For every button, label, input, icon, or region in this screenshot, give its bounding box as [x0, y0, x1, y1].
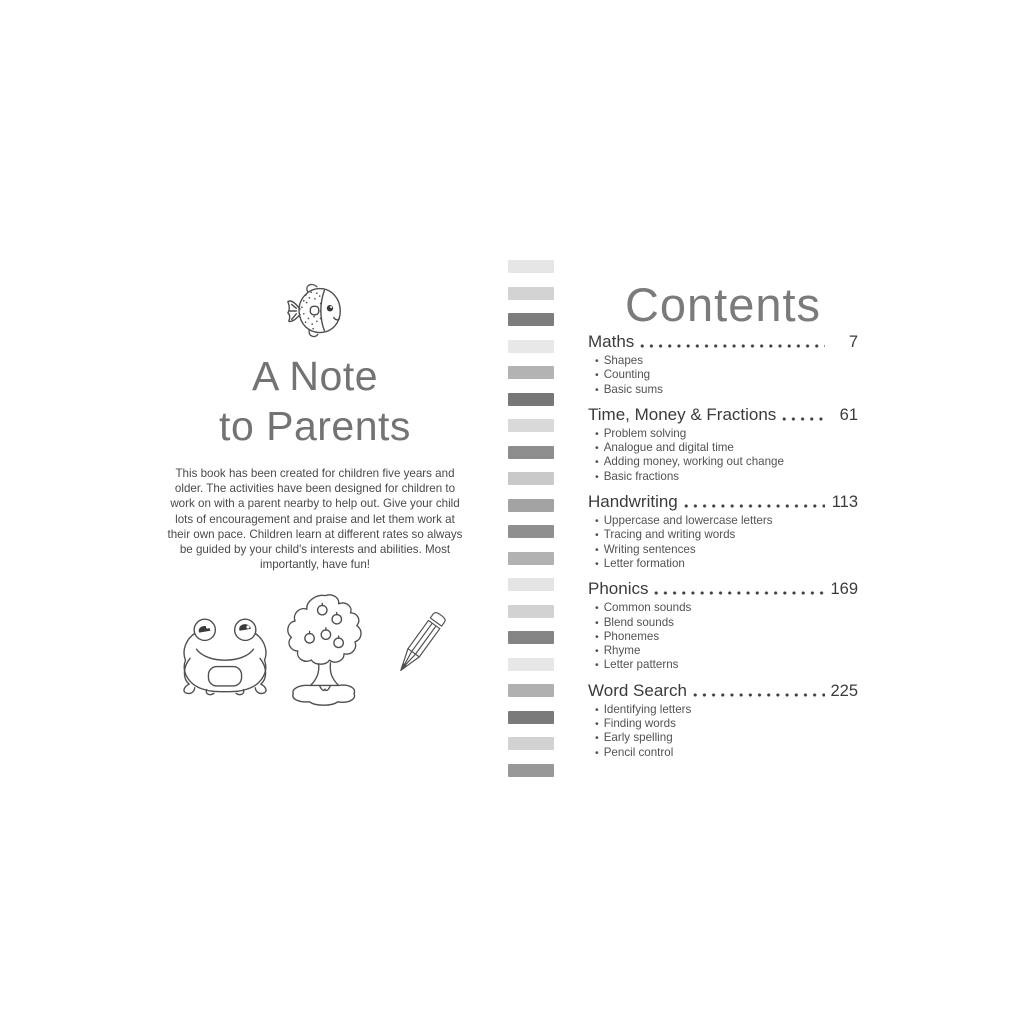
bullet-icon: •: [595, 543, 599, 556]
toc-page-number: 113: [831, 493, 858, 512]
toc-sub-item-label: Pencil control: [603, 745, 674, 759]
toc-sub-item: [595, 543, 858, 557]
toc-sub-item: [595, 644, 858, 658]
toc-sub-item-label: Letter formation: [603, 556, 685, 570]
bullet-icon: •: [595, 355, 599, 367]
toc-entry: [588, 332, 858, 352]
note-line: work on with a parent nearby to help out. Give your child: [170, 497, 460, 511]
left-page: [150, 281, 480, 710]
dot-leader: [782, 412, 825, 424]
toc-entry-title: Handwriting: [588, 492, 678, 512]
note-line: be guided by your child's interests and abilities. Most: [179, 543, 451, 557]
toc-sub-item: [595, 601, 858, 615]
toc-list: [588, 332, 858, 760]
toc-sub-item-label: Tracing and writing words: [603, 528, 736, 542]
toc-sub-item: [595, 455, 858, 469]
bullet-icon: •: [595, 645, 599, 658]
toc-sub-item: [595, 746, 858, 760]
note-line: lots of encouragement and praise and let them work at: [175, 512, 455, 526]
toc-sub-item: [595, 630, 858, 644]
binding-bar: [508, 658, 554, 671]
toc-entry-title: Phonics: [588, 579, 649, 599]
bullet-icon: •: [595, 529, 599, 542]
toc-entry-title: Maths: [588, 332, 635, 351]
toc-entry: [588, 405, 858, 425]
page-title-line2: to Parents: [219, 403, 411, 449]
toc-sub-item-label: Phonemes: [603, 629, 660, 643]
toc-page-number: 225: [830, 681, 858, 700]
toc-sub-item-label: Letter patterns: [603, 658, 679, 672]
binding-bar: [508, 525, 554, 538]
binding-bar: [508, 711, 554, 724]
contents-title: Contents: [624, 278, 822, 331]
toc-sub-item-label: Identifying letters: [603, 702, 692, 716]
toc-sub-item-label: Basic sums: [603, 382, 663, 396]
toc-entry: [588, 492, 858, 512]
page-title-line1: A Note: [251, 353, 379, 399]
toc-sub-item-label: Blend sounds: [603, 615, 674, 629]
note-line: their own pace. Children learn at different rates so always: [167, 527, 463, 541]
bullet-icon: •: [595, 718, 599, 731]
toc-section: [588, 579, 858, 672]
toc-sub-items: [588, 601, 858, 672]
binding-bar: [508, 287, 554, 300]
illustrations-row: [150, 592, 480, 710]
toc-sub-item: [595, 427, 858, 441]
bullet-icon: •: [595, 470, 599, 483]
toc-sub-item: [595, 731, 858, 745]
toc-sub-item: [595, 703, 858, 717]
bullet-icon: •: [595, 456, 599, 469]
toc-section: [588, 332, 858, 397]
bullet-icon: •: [595, 703, 599, 716]
bullet-icon: •: [595, 602, 599, 615]
binding-bar: [508, 340, 554, 353]
toc-sub-item: [595, 528, 858, 542]
toc-sub-item-label: Early spelling: [603, 731, 673, 745]
dot-leader: [684, 499, 825, 511]
binding-bar: [508, 684, 554, 697]
note-line: older. The activities have been designed for children to: [174, 482, 456, 496]
binding-bar: [508, 446, 554, 459]
toc-page-number: 61: [839, 405, 858, 424]
bullet-icon: •: [595, 732, 599, 745]
bullet-icon: •: [595, 515, 599, 528]
binding-bar: [508, 499, 554, 512]
toc-sub-item-label: Finding words: [603, 717, 676, 731]
binding-strip: [508, 260, 554, 790]
toc-sub-item-label: Basic fractions: [603, 469, 680, 483]
toc-sub-item: [595, 557, 858, 571]
toc-sub-item-label: Common sounds: [603, 601, 692, 615]
bullet-icon: •: [595, 616, 599, 629]
toc-entry: [588, 681, 858, 701]
toc-sub-item-label: Writing sentences: [603, 542, 696, 556]
toc-sub-items: [588, 514, 858, 571]
note-line: This book has been created for children five years and: [175, 467, 455, 480]
toc-sub-items: [588, 703, 858, 760]
toc-sub-item-label: Rhyme: [603, 644, 641, 658]
binding-bar: [508, 313, 554, 326]
bullet-icon: •: [595, 369, 599, 382]
toc-sub-items: [588, 427, 858, 484]
toc-sub-item-label: Uppercase and lowercase letters: [603, 514, 773, 528]
page-title: [150, 351, 480, 451]
binding-bar: [508, 631, 554, 644]
toc-section: [588, 492, 858, 571]
binding-bar: [508, 578, 554, 591]
toc-sub-item: [595, 658, 858, 672]
toc-sub-items: [588, 354, 858, 397]
bullet-icon: •: [595, 442, 599, 455]
bullet-icon: •: [595, 557, 599, 570]
toc-sub-item-label: Counting: [603, 368, 651, 382]
bullet-icon: •: [595, 659, 599, 672]
binding-bar: [508, 605, 554, 618]
pencil-icon: [389, 602, 451, 686]
toc-sub-item-label: Analogue and digital time: [603, 441, 734, 455]
binding-bar: [508, 764, 554, 777]
toc-sub-item-label: Problem solving: [603, 426, 687, 440]
toc-page-number: 169: [830, 580, 858, 599]
binding-bar: [508, 552, 554, 565]
dot-leader: [654, 586, 825, 598]
binding-bar: [508, 737, 554, 750]
note-line: importantly, have fun!: [260, 558, 370, 572]
toc-sub-item: [595, 441, 858, 455]
toc-entry-title: Word Search: [588, 680, 687, 700]
toc-section: [588, 405, 858, 484]
toc-entry-title: Time, Money & Fractions: [588, 404, 777, 424]
toc-sub-item-label: Adding money, working out change: [603, 455, 784, 469]
bullet-icon: •: [595, 427, 599, 440]
fish-icon: [150, 281, 480, 343]
apple-tree-icon: [285, 592, 365, 710]
toc-sub-item: [595, 717, 858, 731]
bullet-icon: •: [595, 630, 599, 643]
toc-sub-item: [595, 616, 858, 630]
toc-sub-item-label: Shapes: [603, 354, 644, 367]
toc-sub-item: [595, 368, 858, 382]
frog-icon: [179, 616, 271, 697]
toc-sub-item: [595, 383, 858, 397]
toc-section: [588, 681, 858, 760]
toc-sub-item: [595, 470, 858, 484]
toc-entry: [588, 579, 858, 599]
right-page: [588, 278, 858, 768]
toc-sub-item: [595, 354, 858, 368]
binding-bar: [508, 419, 554, 432]
binding-bar: [508, 366, 554, 379]
dot-leader: [640, 339, 825, 351]
bullet-icon: •: [595, 383, 599, 396]
toc-page-number: 7: [848, 333, 858, 351]
note-paragraph: [150, 466, 480, 572]
binding-bar: [508, 472, 554, 485]
dot-leader: [693, 688, 825, 700]
binding-bar: [508, 393, 554, 406]
binding-bar: [508, 260, 554, 273]
bullet-icon: •: [595, 746, 599, 759]
toc-sub-item: [595, 514, 858, 528]
